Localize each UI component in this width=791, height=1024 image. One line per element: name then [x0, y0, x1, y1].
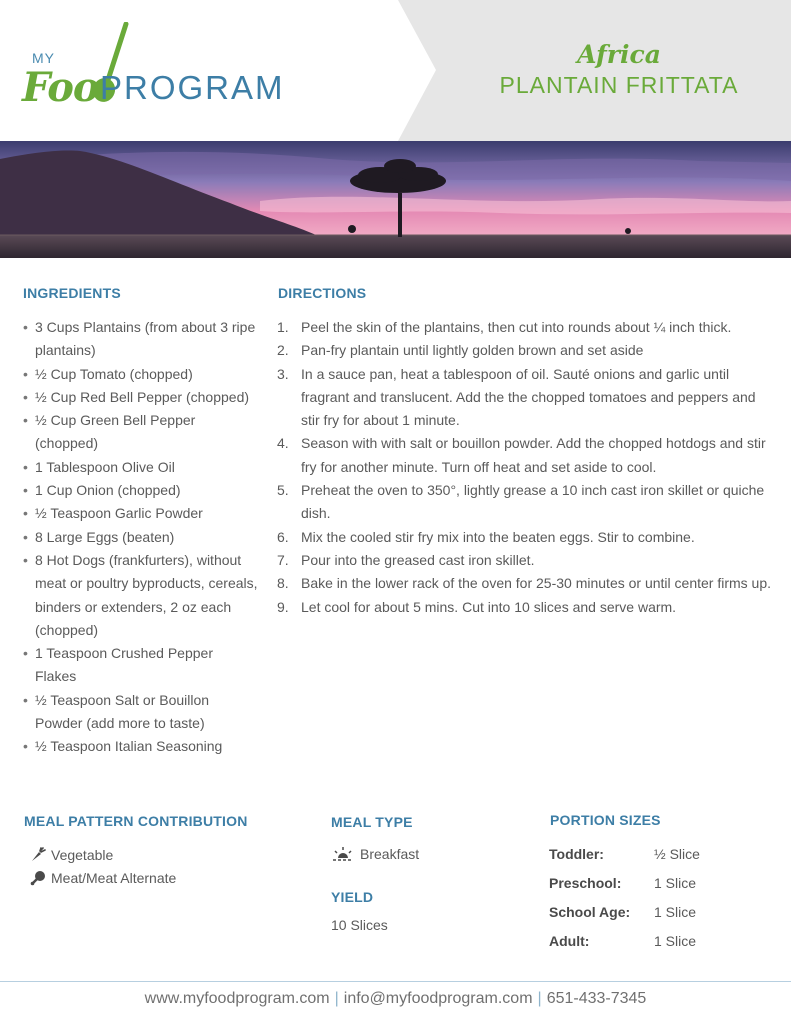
footer-separator: | — [334, 990, 339, 1007]
footer-separator: | — [537, 990, 542, 1007]
step-number: 2. — [277, 342, 289, 359]
recipe-title: PLANTAIN FRITTATA — [499, 72, 739, 98]
sunset-landscape-image — [0, 141, 791, 258]
ingredient-item: • ½ Cup Tomato (chopped) — [22, 363, 258, 386]
step-text: In a sauce pan, heat a tablespoon of oil. Sauté onions and garlic until fragrant and translucent. Add the the chopped tomatoes and peppers and stir fry for about 1 minute. — [301, 365, 756, 429]
meal-pattern-heading: MEAL PATTERN CONTRIBUTION — [24, 813, 248, 829]
meal-pattern-item-meat — [30, 870, 176, 886]
step-text: Pour into the greased cast iron skillet. — [301, 551, 535, 568]
recipe-region: Africa — [577, 40, 661, 69]
direction-step — [277, 479, 777, 526]
step-text: Mix the cooled stir fry mix into the beaten eggs. Stir to combine. — [301, 528, 695, 545]
logo-my-text: MY — [32, 50, 55, 66]
direction-step — [277, 572, 777, 595]
step-number: 1. — [277, 319, 289, 335]
direction-step — [277, 526, 777, 549]
ingredient-item: • ½ Cup Red Bell Pepper (chopped) — [22, 386, 258, 409]
meal-pattern-label: Meat/Meat Alternate — [51, 870, 177, 886]
portion-label-adult: Adult: — [549, 933, 590, 949]
yield-heading: YIELD — [331, 889, 374, 905]
portion-value-toddler: ½ Slice — [654, 846, 700, 862]
step-text: Season with with salt or bouillon powder. Add the chopped hotdogs and stir fry for another minute. Turn off heat and set aside to cool. — [301, 435, 766, 475]
ingredients-list — [22, 316, 258, 759]
direction-step — [277, 432, 777, 479]
footer-phone: 651-433-7345 — [546, 990, 647, 1007]
logo-food-text: Foo — [22, 64, 99, 111]
direction-step — [277, 339, 777, 362]
direction-step — [277, 316, 777, 339]
yield-value: 10 Slices — [331, 917, 388, 933]
portion-label-toddler: Toddler: — [549, 846, 604, 862]
meal-type-heading: MEAL TYPE — [331, 814, 413, 830]
step-text: Preheat the oven to 350°, lightly grease a 10 inch cast iron skillet or quiche dish. — [301, 482, 765, 522]
footer-website-link[interactable]: www.myfoodprogram.com — [144, 990, 330, 1007]
step-text: Let cool for about 5 mins. Cut into 10 slices and serve warm. — [301, 598, 677, 615]
meal-type-label: Breakfast — [360, 846, 420, 862]
drumstick-icon — [30, 870, 46, 886]
direction-step — [277, 363, 777, 433]
step-number: 7. — [277, 551, 289, 568]
footer-email-link[interactable]: info@myfoodprogram.com — [343, 990, 533, 1007]
ingredient-item: • ½ Teaspoon Garlic Powder — [22, 502, 258, 525]
footer — [0, 990, 791, 1008]
meal-pattern-item-vegetable — [30, 847, 113, 863]
portion-label-school-age: School Age: — [549, 904, 631, 920]
footer-divider — [0, 981, 791, 982]
directions-heading: DIRECTIONS — [278, 285, 367, 301]
portion-sizes-heading: PORTION SIZES — [550, 812, 661, 828]
portion-label-preschool: Preschool: — [549, 875, 622, 891]
step-number: 5. — [277, 482, 289, 499]
ingredient-item: • 3 Cups Plantains (from about 3 ripe plantains) — [22, 316, 258, 363]
ingredient-item: • 8 Large Eggs (beaten) — [22, 526, 258, 549]
ingredient-item: • 8 Hot Dogs (frankfurters), without meat or poultry byproducts, cereals, binders or extenders, 2 oz each (chopped) — [22, 549, 258, 642]
directions-list — [277, 316, 777, 619]
portion-value-school-age: 1 Slice — [654, 904, 697, 920]
ingredient-item: • ½ Teaspoon Salt or Bouillon Powder (add more to taste) — [22, 689, 258, 736]
ingredient-item: • 1 Tablespoon Olive Oil — [22, 456, 258, 479]
logo — [22, 22, 322, 112]
logo-program-text: PROGRAM — [100, 69, 285, 106]
ingredient-item: • 1 Teaspoon Crushed Pepper Flakes — [22, 642, 258, 689]
step-text: Pan-fry plantain until lightly golden brown and set aside — [301, 342, 644, 359]
step-number: 4. — [277, 435, 289, 452]
sunrise-icon — [331, 846, 355, 862]
step-number: 3. — [277, 365, 289, 382]
step-number: 8. — [277, 575, 289, 592]
step-text: Peel the skin of the plantains, then cut into rounds about ¼ inch thick. — [301, 319, 732, 335]
banner-image — [0, 141, 791, 258]
ingredients-heading: INGREDIENTS — [23, 285, 121, 301]
direction-step — [277, 549, 777, 572]
header — [0, 0, 791, 141]
meal-pattern-label: Vegetable — [51, 847, 114, 863]
portion-value-adult: 1 Slice — [654, 933, 697, 949]
step-number: 6. — [277, 528, 289, 545]
ingredient-item: • ½ Cup Green Bell Pepper (chopped) — [22, 409, 258, 456]
direction-step — [277, 596, 777, 619]
meal-type-value — [331, 846, 419, 862]
ingredient-item: • ½ Teaspoon Italian Seasoning — [22, 735, 258, 758]
portion-value-preschool: 1 Slice — [654, 875, 697, 891]
carrot-icon — [30, 847, 46, 863]
step-text: Bake in the lower rack of the oven for 25-30 minutes or until center firms up. — [301, 575, 772, 592]
step-number: 9. — [277, 598, 289, 615]
ingredient-item: • 1 Cup Onion (chopped) — [22, 479, 258, 502]
